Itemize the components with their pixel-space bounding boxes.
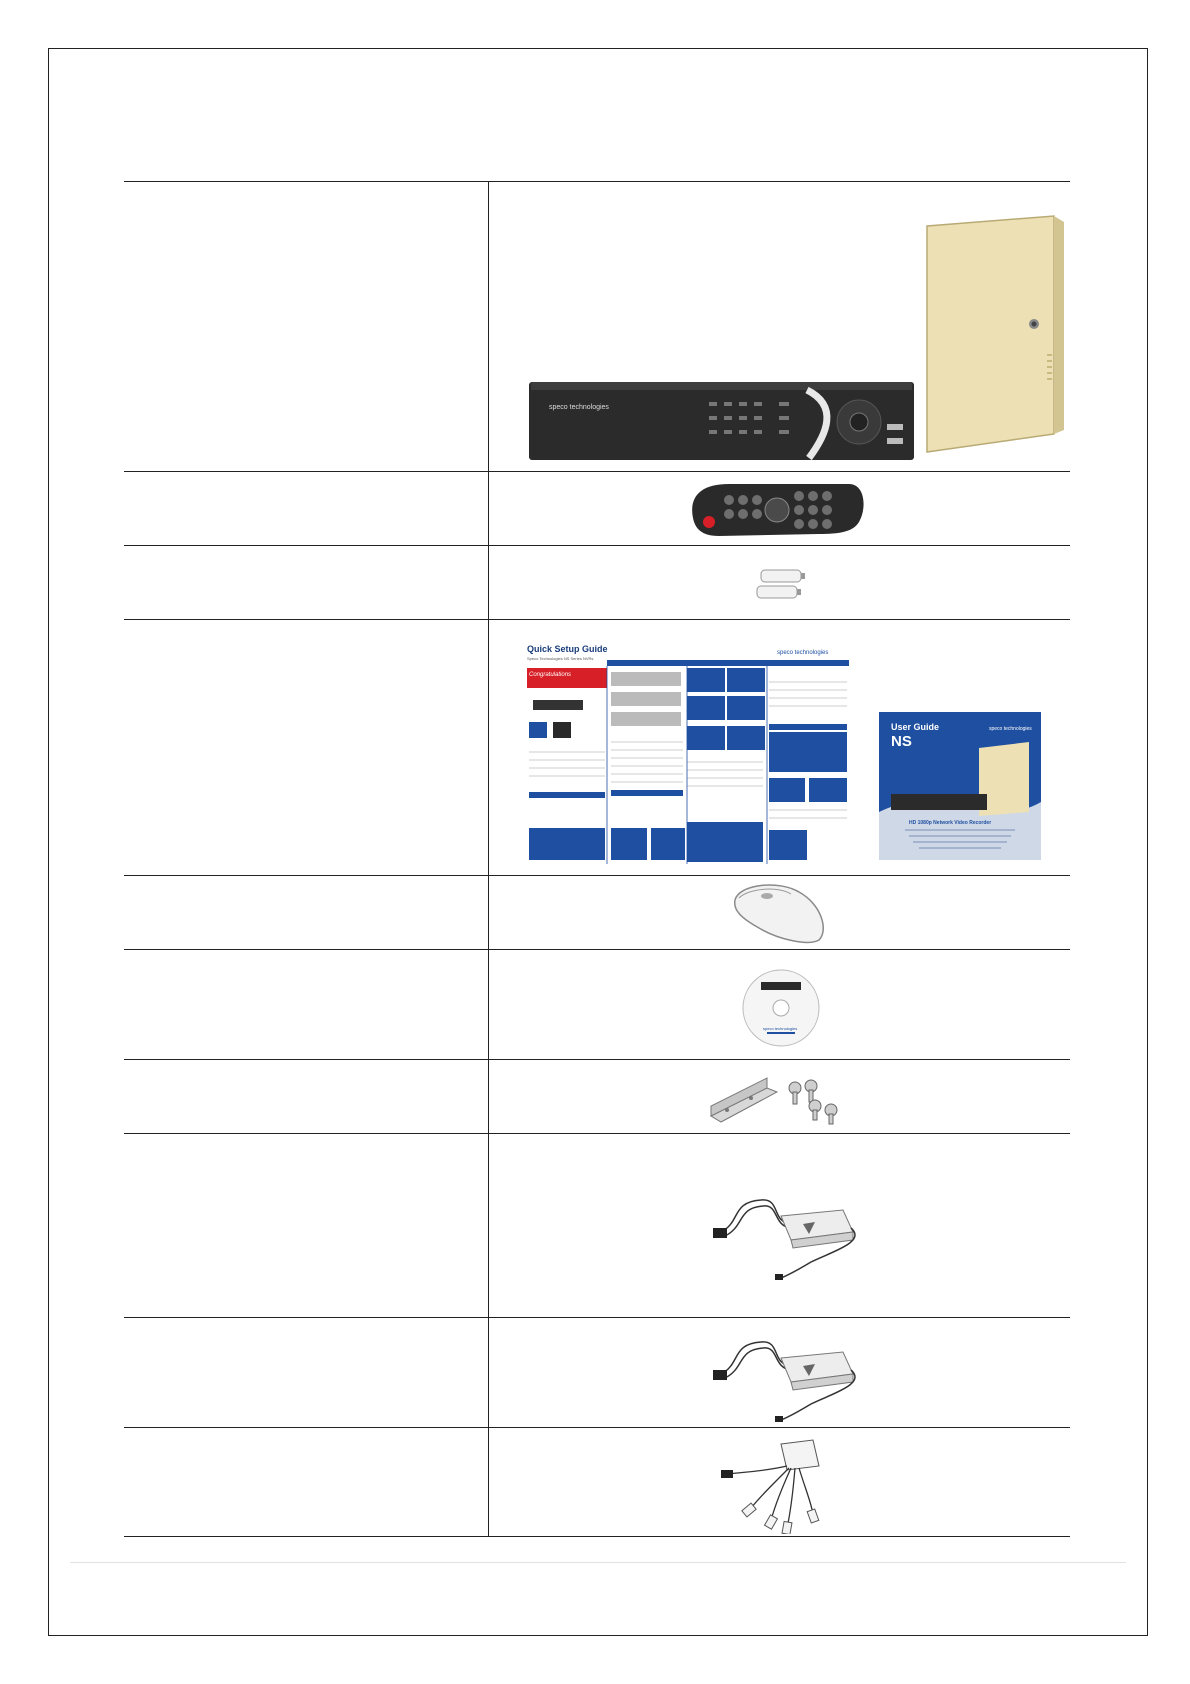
table-row <box>124 1427 1070 1537</box>
table-row <box>124 1317 1070 1427</box>
user-guide-product: HD 1080p Network Video Recorder <box>909 820 992 826</box>
wall-cabinet-icon <box>927 216 1064 452</box>
item-image-cell <box>488 546 1070 619</box>
quick-setup-guide-icon <box>527 642 849 864</box>
table-row <box>124 471 1070 545</box>
item-name-cell <box>124 620 488 875</box>
brand-logo: speco technologies <box>549 404 609 411</box>
power-adapter-icon <box>711 1324 861 1424</box>
brand-logo: speco technologies <box>989 726 1032 732</box>
quick-guide-banner: Congratulations <box>529 672 572 678</box>
brand-logo: speco technologies <box>763 1026 798 1031</box>
item-name-cell <box>124 1318 488 1427</box>
user-guide-label: User Guide <box>891 722 940 732</box>
item-name-cell <box>124 1428 488 1536</box>
screws-icon <box>789 1080 837 1124</box>
table-row <box>124 545 1070 619</box>
nvr-unit-icon <box>509 194 1069 464</box>
package-contents-table <box>124 181 1070 1537</box>
user-guide-icon <box>879 712 1041 860</box>
breakout-cable-icon <box>721 1436 841 1534</box>
item-image-cell <box>488 620 1070 875</box>
rack-bracket-icon <box>707 1070 857 1126</box>
cd-icon <box>741 968 821 1048</box>
footer-divider <box>70 1562 1126 1563</box>
quick-guide-title: Quick Setup Guide <box>527 644 608 654</box>
item-name-cell <box>124 950 488 1059</box>
table-row <box>124 875 1070 949</box>
item-name-cell <box>124 876 488 949</box>
power-adapter-icon <box>711 1182 861 1282</box>
item-image-cell <box>488 1060 1070 1133</box>
brand-logo: speco technologies <box>777 650 829 656</box>
user-guide-model: NS <box>891 733 912 750</box>
item-image-cell <box>488 950 1070 1059</box>
item-image-cell <box>488 876 1070 949</box>
item-name-cell <box>124 472 488 545</box>
item-image-cell <box>488 1134 1070 1317</box>
item-name-cell <box>124 1134 488 1317</box>
item-name-cell <box>124 182 488 471</box>
item-name-cell <box>124 546 488 619</box>
battery-icon <box>751 564 811 604</box>
item-image-cell <box>488 472 1070 545</box>
table-row <box>124 181 1070 471</box>
quick-guide-subtitle: Speco Technologies NS Series NVRs <box>527 656 594 661</box>
mouse-icon <box>729 880 839 946</box>
table-row <box>124 1133 1070 1317</box>
remote-control-icon <box>689 478 869 540</box>
table-row <box>124 619 1070 875</box>
item-image-cell <box>488 182 1070 471</box>
table-row <box>124 949 1070 1059</box>
item-image-cell <box>488 1428 1070 1536</box>
item-name-cell <box>124 1060 488 1133</box>
item-image-cell <box>488 1318 1070 1427</box>
table-row <box>124 1059 1070 1133</box>
